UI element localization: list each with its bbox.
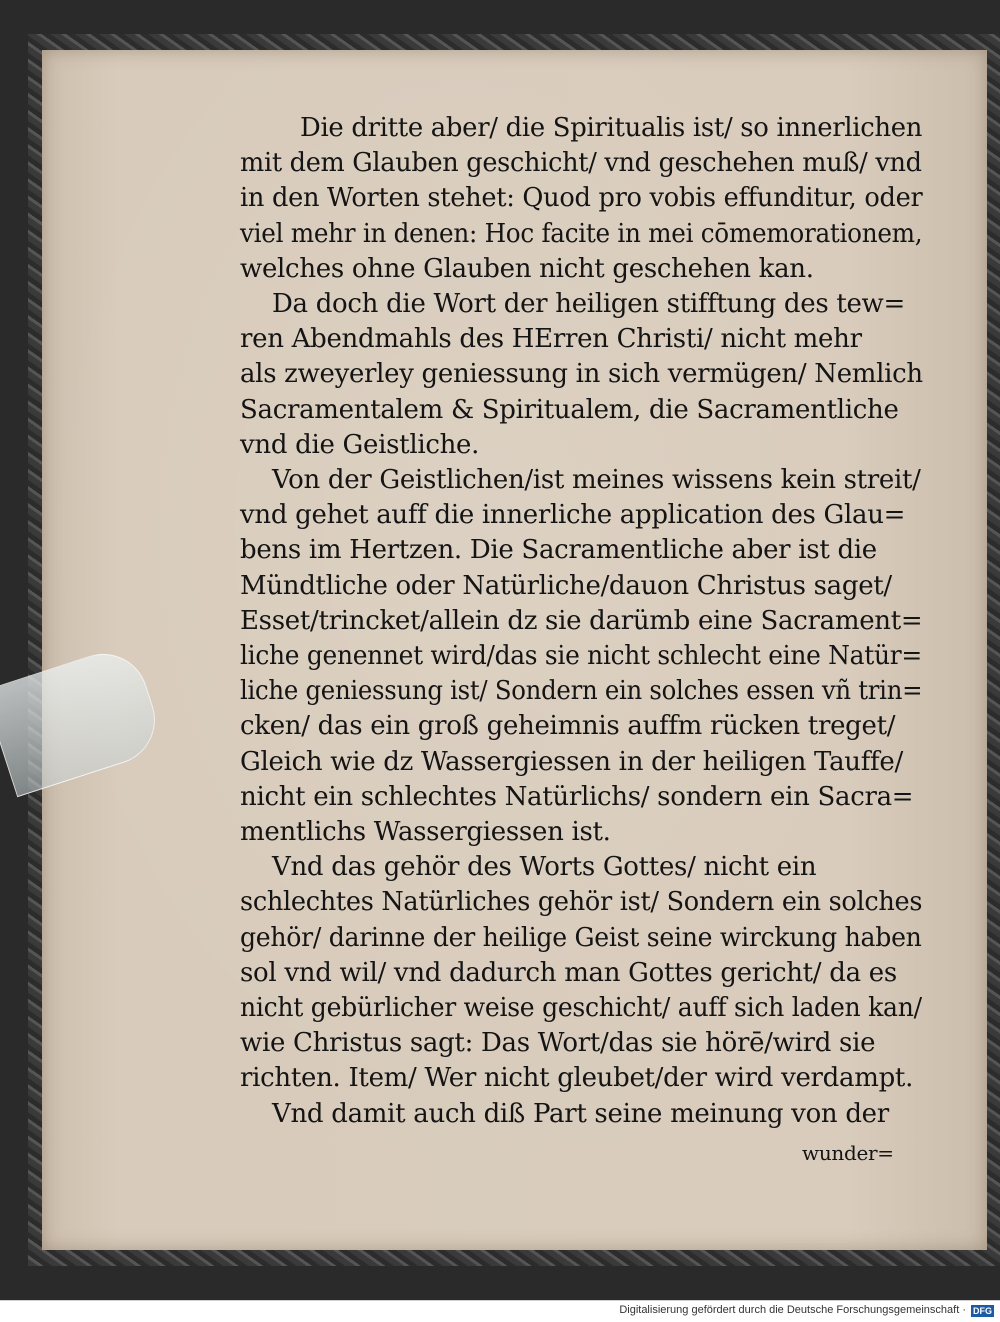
text-line: schlechtes Natürliches gehör ist/ Sondern ein solches [240, 887, 923, 918]
text-line: Gleich wie dz Wassergiessen in der heiligen Tauffe/ [240, 746, 903, 777]
text-line: vnd gehet auff die innerliche application des Glau= [240, 500, 906, 531]
text-line: ren Abendmahls des HErren Christi/ nicht mehr [240, 324, 862, 355]
text-line: Von der Geistlichen/ist meines wissens kein streit/ [272, 465, 921, 495]
text-line: richten. Item/ Wer nicht gleubet/der wird verdampt. [240, 1063, 914, 1094]
text-line: Mündtliche oder Natürliche/dauon Christus saget/ [240, 570, 892, 601]
text-line: sol vnd wil/ vnd dadurch man Gottes gericht/ da es [240, 957, 897, 988]
text-line: Sacramentalem & Spiritualem, die Sacramentliche [240, 394, 899, 425]
text-line: cken/ das ein groß geheimnis auffm rücken treget/ [240, 711, 896, 742]
dfg-logo: DFG [973, 1306, 992, 1316]
text-line: wie Christus sagt: Das Wort/das sie hörē/wird sie [240, 1028, 876, 1059]
text-line: welches ohne Glauben nicht geschehen kan. [240, 253, 814, 284]
text-line: Vnd das gehör des Worts Gottes/ nicht ein [272, 852, 817, 883]
page-text [42, 50, 987, 1250]
text-line: viel mehr in denen: Hoc facite in mei cōmemorationem, [240, 218, 923, 249]
text-line: mentlichs Wassergiessen ist. [240, 817, 611, 847]
footer-bar [0, 1300, 1000, 1322]
text-line: Esset/trincket/allein dz sie darümb eine Sacrament= [240, 605, 923, 636]
text-line: Vnd damit auch diß Part seine meinung von der [272, 1098, 889, 1129]
catchword: wunder= [802, 1140, 894, 1165]
text-line: Da doch die Wort der heiligen stifftung des tew= [272, 289, 905, 319]
text-line: als zweyerley geniessung in sich vermügen/ Nemlich [240, 359, 923, 390]
text-line: bens im Hertzen. Die Sacramentliche aber ist die [240, 535, 877, 566]
book-page [42, 50, 987, 1250]
text-line: nicht ein schlechtes Natürlichs/ sondern ein Sacra= [240, 781, 914, 812]
text-line: liche geniessung ist/ Sondern ein solches essen vñ trin= [240, 676, 923, 707]
text-line: vnd die Geistliche. [240, 429, 480, 460]
funding-credit: Digitalisierung gefördert durch die Deutsche Forschungsgemeinschaft · [619, 1304, 966, 1316]
text-line: Die dritte aber/ die Spiritualis ist/ so innerlichen [300, 113, 923, 143]
text-line: mit dem Glauben geschicht/ vnd geschehen muß/ vnd [240, 148, 922, 179]
text-line: liche genennet wird/das sie nicht schlecht eine Natür= [240, 641, 922, 671]
text-line: in den Worten stehet: Quod pro vobis effunditur, oder [240, 183, 923, 214]
text-line: nicht gebürlicher weise geschicht/ auff sich laden kan/ [240, 993, 922, 1023]
text-line: gehör/ darinne der heilige Geist seine wirckung haben [240, 922, 922, 953]
